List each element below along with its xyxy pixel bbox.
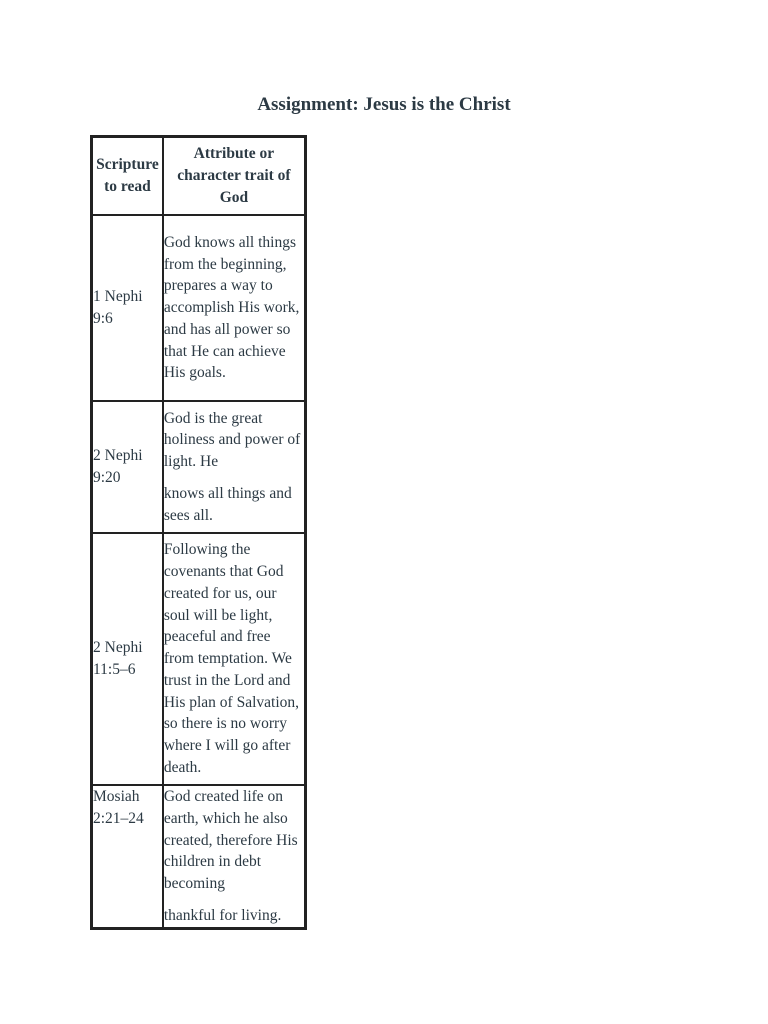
table-header-row xyxy=(92,137,305,215)
scripture-cell: 1 Nephi 9:6 xyxy=(92,215,163,401)
trait-text: Following the covenants that God created for us, our soul will be light, peaceful and free from temptation. We trust in the Lord and His plan of Salvation, so there is no worry where I will go after death. xyxy=(163,541,300,777)
trait-cell xyxy=(163,215,305,401)
trait-text: knows all things and sees all. xyxy=(163,484,292,524)
scripture-cell: 2 Nephi 9:20 xyxy=(92,401,163,533)
trait-text: God knows all things from the beginning, prepares a way to accomplish His work, and has all power so that He can achieve His goals. xyxy=(163,233,300,382)
trait-text: God created life on earth, which he also created, therefore His children in debt becoming xyxy=(163,788,298,893)
table-row xyxy=(92,401,305,533)
header-attribute: Attribute or character trait of God xyxy=(163,137,305,215)
header-scripture: Scripture to read xyxy=(92,137,163,215)
document-title: Assignment: Jesus is the Christ xyxy=(257,94,511,115)
trait-cell xyxy=(163,533,305,785)
table-row xyxy=(92,533,305,785)
table-row xyxy=(92,785,305,928)
trait-cell xyxy=(163,785,305,928)
scripture-cell: Mosiah 2:21–24 xyxy=(92,785,163,928)
scripture-table xyxy=(90,135,307,930)
trait-text: thankful for living. xyxy=(163,906,282,924)
scripture-cell: 2 Nephi 11:5–6 xyxy=(92,533,163,785)
trait-text: God is the great holiness and power of light. He xyxy=(163,409,301,471)
trait-cell xyxy=(163,401,305,533)
table-row xyxy=(92,215,305,401)
